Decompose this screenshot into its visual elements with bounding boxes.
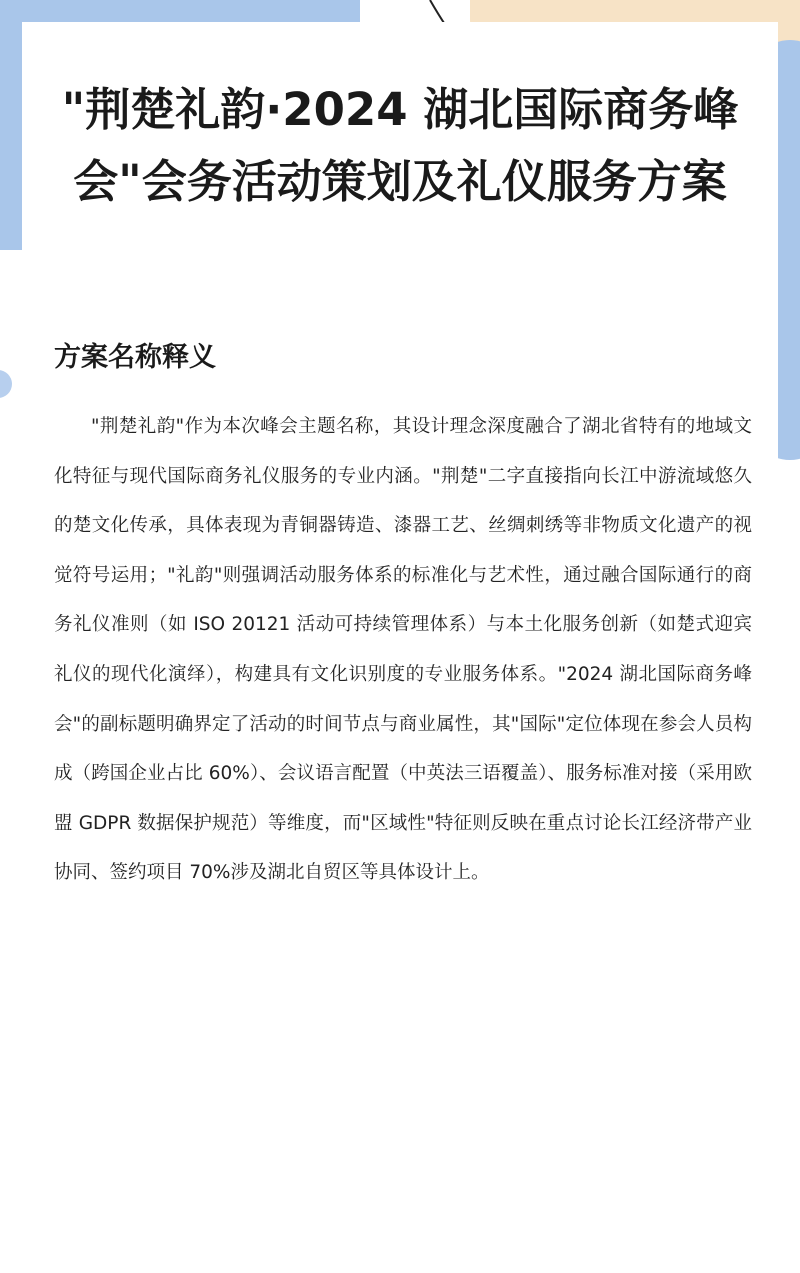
- section-heading: 方案名称释义: [54, 342, 216, 373]
- body-paragraph: "荆楚礼韵"作为本次峰会主题名称，其设计理念深度融合了湖北省特有的地域文化特征与现代国际商务礼仪服务的专业内涵。"荆楚"二字直接指向长江中游流域悠久的楚文化传承，具体表现为青铜器铸造、漆器工艺、丝绸刺绣等非物质文化遗产的视觉符号运用；"礼韵"则强调活动服务体系的标准化与艺术性，通过融合国际通行的商务礼仪准则（如 ISO 20121 活动可持续管理体系）与本土化服务创新（如楚式迎宾礼仪的现代化演绎），构建具有文化识别度的专业服务体系。"2024 湖北国际商务峰会"的副标题明确界定了活动的时间节点与商业属性，其"国际"定位体现在参会人员构成（跨国企业占比 60%）、会议语言配置（中英法三语覆盖）、服务标准对接（采用欧盟 GDPR 数据保护规范）等维度，而"区域性"特征则反映在重点讨论长江经济带产业协同、签约项目 70%涉及湖北自贸区等具体设计上。: [54, 416, 752, 884]
- document-card: [22, 22, 778, 1273]
- background-dot: [0, 370, 12, 398]
- document-title: "荆楚礼韵·2024 湖北国际商务峰会"会务活动策划及礼仪服务方案: [61, 83, 739, 208]
